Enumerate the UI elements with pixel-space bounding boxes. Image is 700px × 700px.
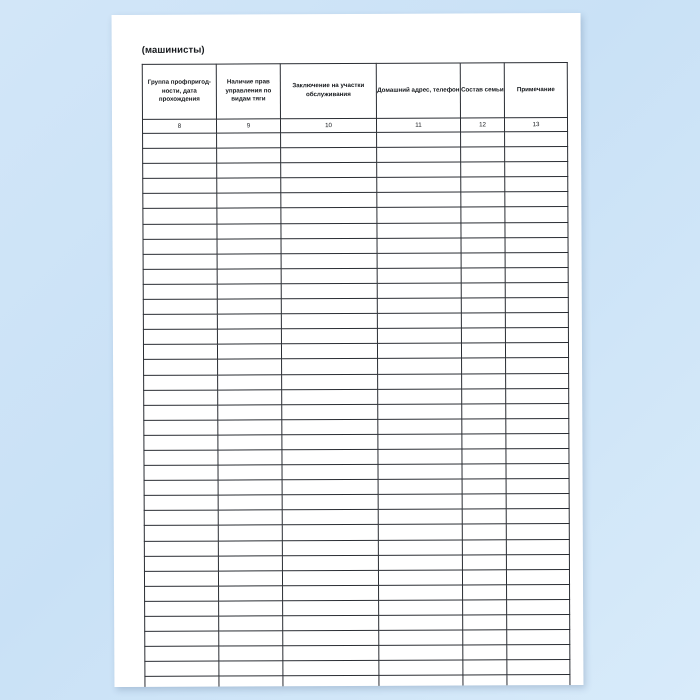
table-cell-empty [218, 555, 282, 570]
table-cell-empty [377, 192, 461, 207]
table-cell-empty [219, 586, 283, 601]
table-cell-empty [217, 238, 281, 253]
table-cell-empty [144, 359, 218, 374]
table-cell-empty [282, 510, 378, 526]
table-cell-empty [377, 238, 461, 253]
table-cell-empty [281, 193, 377, 209]
table-cell-empty [143, 254, 217, 269]
table-cell-empty [217, 193, 281, 208]
table-cell-empty [377, 162, 461, 177]
table-cell-empty [461, 298, 505, 313]
table-cell-empty [461, 328, 505, 343]
table-cell-empty [145, 586, 219, 601]
table-cell-empty [377, 253, 461, 268]
table-cell-empty [505, 192, 568, 207]
table-cell-empty [219, 676, 283, 687]
table-cell-empty [507, 599, 570, 614]
table-cell-empty [218, 480, 282, 495]
table-cell-empty [219, 631, 283, 646]
table-cell-empty [218, 389, 282, 404]
table-cell-empty [463, 630, 507, 645]
column-header-family: Состав семьи [460, 63, 504, 118]
table-cell-empty [281, 313, 377, 329]
table-cell-empty [461, 253, 505, 268]
table-cell-empty [144, 495, 218, 510]
table-cell-empty [281, 298, 377, 314]
table-cell-empty [463, 645, 507, 660]
table-cell-empty [377, 132, 461, 147]
table-cell-empty [282, 464, 378, 480]
table-cell-empty [282, 570, 378, 586]
table-cell-empty [506, 464, 569, 479]
table-cell-empty [281, 163, 377, 179]
table-cell-empty [281, 253, 377, 269]
table-cell-empty [379, 675, 463, 687]
table-cell-empty [505, 298, 568, 313]
table-cell-empty [507, 584, 570, 599]
table-cell-empty [378, 389, 462, 404]
table-cell-empty [144, 465, 218, 480]
table-cell-empty [379, 600, 463, 615]
table-cell-empty [507, 630, 570, 645]
column-header-profgroup: Группа профпригод-ности, дата прохождения [142, 64, 216, 119]
table-cell-empty [379, 585, 463, 600]
table-cell-empty [377, 268, 461, 283]
table-cell-empty [462, 524, 506, 539]
table-cell-empty [283, 585, 379, 601]
column-header-address: Домашний адрес, телефон [376, 63, 460, 118]
table-cell-empty [505, 177, 568, 192]
table-cell-empty [218, 450, 282, 465]
table-cell-empty [462, 403, 506, 418]
table-cell-empty [506, 418, 569, 433]
table-cell-empty [378, 449, 462, 464]
table-cell-empty [144, 435, 218, 450]
table-cell-empty [218, 435, 282, 450]
table-cell-empty [281, 344, 377, 360]
table-cell-empty [378, 404, 462, 419]
table-cell-empty [218, 571, 282, 586]
column-number-11: 11 [376, 118, 460, 132]
table-cell-empty [143, 209, 217, 224]
table-cell-empty [281, 223, 377, 239]
table-cell-empty [217, 223, 281, 238]
table-cell-empty [282, 540, 378, 556]
table-cell-empty [219, 616, 283, 631]
table-cell-empty [462, 539, 506, 554]
table-cell-empty [143, 329, 217, 344]
table-cell-empty [461, 147, 505, 162]
table-cell-empty [462, 464, 506, 479]
table-cell-empty [506, 479, 569, 494]
table-cell-empty [145, 601, 219, 616]
table-cell-empty [217, 284, 281, 299]
table-cell-empty [143, 284, 217, 299]
table-cell-empty [506, 403, 569, 418]
table-cell-empty [219, 646, 283, 661]
column-number-10: 10 [280, 118, 376, 132]
table-cell-empty [283, 676, 379, 687]
table-cell-empty [506, 509, 569, 524]
table-cell-empty [378, 540, 462, 555]
table-cell-empty [282, 480, 378, 496]
table-header-row [142, 63, 567, 120]
table-cell-empty [217, 133, 281, 148]
table-cell-empty [507, 615, 570, 630]
table-cell-empty [462, 419, 506, 434]
page-content [142, 43, 556, 669]
table-cell-empty [462, 449, 506, 464]
table-cell-empty [143, 344, 217, 359]
table-cell-empty [378, 494, 462, 509]
table-cell-empty [143, 193, 217, 208]
table-cell-empty [281, 329, 377, 345]
table-cell-empty [463, 660, 507, 675]
table-cell-empty [282, 419, 378, 435]
column-header-notes: Примечание [504, 63, 567, 118]
table-cell-empty [217, 299, 281, 314]
table-cell-empty [217, 329, 281, 344]
table-cell-empty [506, 358, 569, 373]
table-cell-empty [462, 388, 506, 403]
table-cell-empty [282, 495, 378, 511]
table-cell-empty [461, 343, 505, 358]
table-cell-empty [378, 358, 462, 373]
table-cell-empty [505, 328, 568, 343]
table-cell-empty [143, 148, 217, 163]
table-cell-empty [145, 631, 219, 646]
table-cell-empty [145, 676, 219, 687]
records-table [142, 62, 571, 687]
table-cell-empty [219, 601, 283, 616]
table-cell-empty [281, 238, 377, 254]
table-cell-empty [463, 675, 507, 687]
table-cell-empty [377, 298, 461, 313]
table-cell-empty [218, 374, 282, 389]
table-body [143, 132, 571, 687]
table-cell-empty [505, 237, 568, 252]
table-cell-empty [505, 207, 568, 222]
table-cell-empty [144, 420, 218, 435]
table-cell-empty [507, 645, 570, 660]
table-cell-empty [144, 375, 218, 390]
table-cell-empty [218, 359, 282, 374]
table-cell-empty [378, 555, 462, 570]
table-cell-empty [461, 132, 505, 147]
table-cell-empty [463, 600, 507, 615]
table-cell-empty [462, 479, 506, 494]
table-cell-empty [462, 373, 506, 388]
table-cell-empty [506, 494, 569, 509]
table-cell-empty [506, 388, 569, 403]
table-cell-empty [144, 450, 218, 465]
table-cell-empty [461, 162, 505, 177]
table-cell-empty [282, 404, 378, 420]
table-cell-empty [218, 525, 282, 540]
table-cell-empty [462, 570, 506, 585]
table-cell-empty [506, 373, 569, 388]
table-cell-empty [378, 374, 462, 389]
table-cell-empty [505, 252, 568, 267]
table-cell-empty [461, 313, 505, 328]
table-cell-empty [145, 646, 219, 661]
table-cell-empty [462, 509, 506, 524]
table-cell-empty [378, 524, 462, 539]
table-cell-empty [506, 433, 569, 448]
table-cell-empty [377, 283, 461, 298]
table-cell-empty [144, 510, 218, 525]
table-cell-empty [377, 147, 461, 162]
table-cell-empty [144, 556, 218, 571]
table-cell-empty [505, 282, 568, 297]
page-title: (машинисты) [141, 44, 205, 56]
table-cell-empty [505, 147, 568, 162]
table-cell-empty [281, 178, 377, 194]
table-cell-empty [217, 314, 281, 329]
table-cell-empty [219, 661, 283, 676]
table-cell-empty [282, 359, 378, 375]
table-cell-empty [143, 299, 217, 314]
table-cell-empty [378, 479, 462, 494]
table-cell-empty [506, 539, 569, 554]
table-cell-empty [283, 600, 379, 616]
table-cell-empty [144, 526, 218, 541]
table-cell-empty [379, 660, 463, 675]
column-number-13: 13 [504, 118, 567, 132]
table-cell-empty [379, 645, 463, 660]
table-cell-empty [462, 434, 506, 449]
column-number-12: 12 [460, 118, 504, 132]
table-cell-empty [461, 177, 505, 192]
table-cell-empty [462, 358, 506, 373]
table-cell-empty [283, 615, 379, 631]
table-cell-empty [379, 615, 463, 630]
table-cell-empty [281, 208, 377, 224]
table-cell-empty [506, 524, 569, 539]
table-cell-empty [143, 269, 217, 284]
table-cell-empty [505, 343, 568, 358]
column-header-licenses: Наличие прав управления по видам тяги [216, 64, 280, 119]
table-cell-empty [506, 554, 569, 569]
table-cell-empty [143, 178, 217, 193]
table-cell-empty [217, 344, 281, 359]
table-cell-empty [461, 222, 505, 237]
table-row [145, 675, 570, 687]
table-cell-empty [505, 222, 568, 237]
table-cell-empty [143, 224, 217, 239]
table-header [142, 63, 567, 134]
table-cell-empty [217, 208, 281, 223]
table-cell-empty [377, 207, 461, 222]
table-cell-empty [377, 177, 461, 192]
table-cell-empty [378, 419, 462, 434]
table-cell-empty [506, 449, 569, 464]
table-cell-empty [281, 268, 377, 284]
table-cell-empty [505, 162, 568, 177]
table-cell-empty [461, 268, 505, 283]
table-cell-empty [379, 630, 463, 645]
table-cell-empty [143, 314, 217, 329]
table-cell-empty [378, 570, 462, 585]
table-cell-empty [461, 192, 505, 207]
table-cell-empty [282, 434, 378, 450]
table-cell-empty [283, 630, 379, 646]
table-cell-empty [281, 283, 377, 299]
table-cell-empty [506, 569, 569, 584]
table-cell-empty [505, 313, 568, 328]
table-cell-empty [282, 374, 378, 390]
table-cell-empty [145, 616, 219, 631]
table-cell-empty [378, 464, 462, 479]
table-cell-empty [144, 390, 218, 405]
table-cell-empty [507, 660, 570, 675]
table-cell-empty [143, 239, 217, 254]
table-cell-empty [463, 585, 507, 600]
table-cell-empty [218, 540, 282, 555]
table-cell-empty [282, 555, 378, 571]
table-cell-empty [282, 389, 378, 405]
table-cell-empty [218, 420, 282, 435]
table-cell-empty [377, 223, 461, 238]
table-cell-empty [461, 237, 505, 252]
table-cell-empty [217, 178, 281, 193]
table-cell-empty [217, 163, 281, 178]
table-cell-empty [217, 148, 281, 163]
table-cell-empty [282, 525, 378, 541]
table-cell-empty [144, 541, 218, 556]
column-header-conclusion: Заключение на участки обслуживания [280, 63, 376, 118]
table-cell-empty [144, 571, 218, 586]
column-number-8: 8 [142, 119, 216, 133]
table-cell-empty [378, 509, 462, 524]
column-number-9: 9 [216, 119, 280, 133]
table-cell-empty [463, 615, 507, 630]
table-cell-empty [462, 494, 506, 509]
table-cell-empty [377, 328, 461, 343]
table-cell-empty [505, 267, 568, 282]
table-cell-empty [217, 269, 281, 284]
table-cell-empty [281, 147, 377, 163]
table-cell-empty [144, 405, 218, 420]
table-cell-empty [218, 510, 282, 525]
table-cell-empty [378, 434, 462, 449]
table-cell-empty [143, 133, 217, 148]
document-page [112, 13, 584, 687]
table-cell-empty [281, 132, 377, 148]
table-cell-empty [144, 480, 218, 495]
table-cell-empty [377, 313, 461, 328]
table-cell-empty [143, 163, 217, 178]
table-cell-empty [282, 449, 378, 465]
table-cell-empty [283, 646, 379, 662]
table-cell-empty [218, 465, 282, 480]
table-cell-empty [217, 254, 281, 269]
table-cell-empty [461, 207, 505, 222]
table-cell-empty [461, 283, 505, 298]
table-cell-empty [283, 661, 379, 677]
table-cell-empty [462, 554, 506, 569]
table-cell-empty [218, 404, 282, 419]
table-cell-empty [218, 495, 282, 510]
table-cell-empty [377, 343, 461, 358]
table-cell-empty [145, 661, 219, 676]
table-cell-empty [507, 675, 570, 687]
table-cell-empty [505, 132, 568, 147]
